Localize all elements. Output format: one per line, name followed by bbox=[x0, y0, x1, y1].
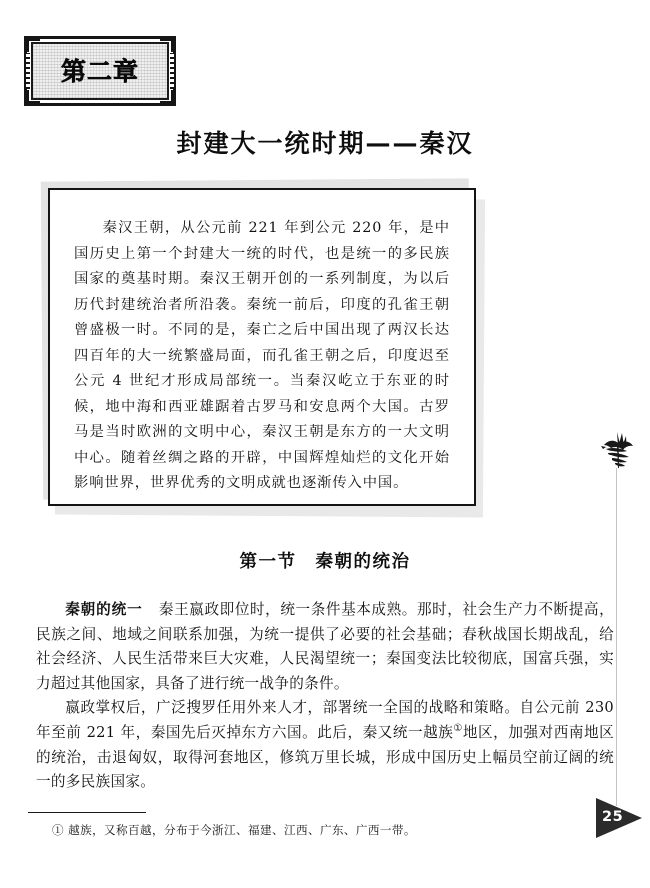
banner-corner-top-left-icon bbox=[27, 39, 40, 52]
chapter-banner bbox=[24, 36, 176, 106]
intro-box-container bbox=[48, 188, 476, 506]
paragraph-2 bbox=[36, 696, 614, 794]
banner-right-bars-ornament bbox=[170, 53, 174, 89]
brush-ornament-icon bbox=[596, 428, 640, 472]
paragraph-1-text: 秦王嬴政即位时，统一条件基本成熟。那时，社会生产力不断提高，民族之间、地域之间联系加强，为统一提供了必要的社会基础；春秋战国长期战乱，给社会经济、人民生活带来巨大灾难，人民渴望统一；秦国变法比较彻底，国富兵强，实力超过其他国家，具备了进行统一战争的条件。 bbox=[36, 601, 614, 692]
page-number: 25 bbox=[602, 809, 624, 825]
intro-box bbox=[48, 188, 476, 506]
chapter-banner-plate bbox=[31, 42, 169, 100]
banner-corner-top-right-icon bbox=[160, 39, 173, 52]
footnote-separator-rule bbox=[28, 812, 146, 813]
footnote-marker-1[interactable]: ① bbox=[453, 723, 463, 735]
intro-box-text: 秦汉王朝，从公元前 221 年到公元 220 年，是中国历史上第一个封建大一统的时代，也是统一的多民族国家的奠基时期。秦汉王朝开创的一系列制度，为以后历代封建统治者所沿袭。秦统一前后，印度的孔雀王朝曾盛极一时。不同的是，秦亡之后中国出现了两汉长达四百年的大一统繁盛局面，而孔雀王朝之后，印度迟至公元 4 世纪才形成局部统一。当秦汉屹立于东亚的时候，地中海和西亚雄踞着古罗马和安息两个大国。古罗马是当时欧洲的文明中心，秦汉王朝是东方的一大文明中心。随着丝绸之路的开辟，中国辉煌灿烂的文化开始影响世界，世界优秀的文明成就也逐渐传入中国。 bbox=[74, 220, 450, 491]
footnote-text: ① 越族，又称百越，分布于今浙江、福建、江西、广东、广西一带。 bbox=[52, 823, 416, 837]
paragraph-2-text-after-marker: 地区，加强对西南地区的统治，击退匈奴，取得河套地区，修筑万里长城，形成中国历史上幅员空前辽阔的统一的多民族国家。 bbox=[36, 723, 615, 791]
margin-hairline-rule bbox=[616, 468, 617, 806]
page-title: 封建大一统时期——秦汉 bbox=[176, 129, 474, 158]
banner-corner-bottom-left-icon bbox=[27, 90, 40, 103]
paragraph-1 bbox=[36, 598, 614, 696]
section-heading: 第一节 秦朝的统治 bbox=[239, 552, 411, 572]
page-number-pennant bbox=[596, 798, 642, 838]
paragraph-1-lead-term: 秦朝的统一 bbox=[65, 601, 143, 618]
body-copy bbox=[36, 598, 614, 795]
banner-corner-bottom-right-icon bbox=[160, 90, 173, 103]
paragraph-2-text-before-marker: 嬴政掌权后，广泛搜罗任用外来人才，部署统一全国的战略和策略。自公元前 230 年至前 221 年，秦国先后灭掉东方六国。此后，秦又统一越族 bbox=[36, 699, 614, 741]
banner-left-bars-ornament bbox=[26, 53, 30, 89]
chapter-banner-label: 第二章 bbox=[60, 56, 139, 86]
